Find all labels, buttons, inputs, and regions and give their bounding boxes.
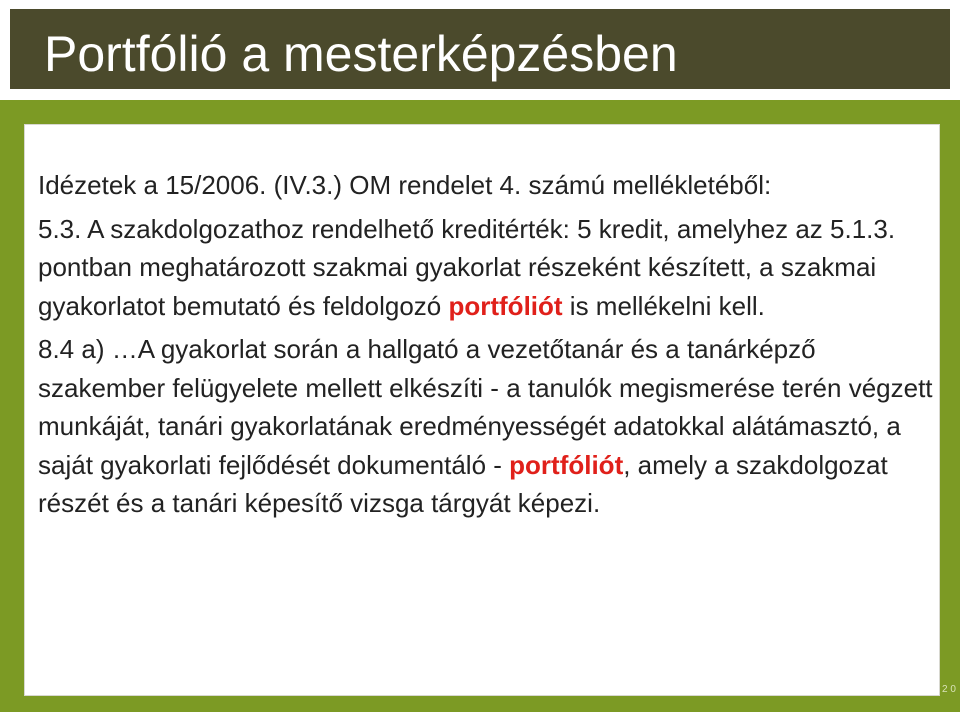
section-8-4-paragraph (38, 330, 938, 523)
intro-text: Idézetek a 15/2006. (IV.3.) OM rendelet 4. számú mellékletéből: (38, 170, 772, 200)
section-5-3-text-end: is mellékelni kell. (562, 290, 765, 321)
section-8-4-text-end: , amely a szakdolgozat részét és a tanári képesítő vizsga tárgyát képezi. (38, 449, 888, 518)
highlight-portfolio: portfóliót (448, 290, 563, 321)
highlight-portfolio: portfóliót (509, 449, 624, 480)
slide-title: Portfólió a mesterképzésben (44, 26, 678, 82)
intro-paragraph (38, 166, 938, 205)
title-bar (10, 9, 950, 89)
section-5-3-paragraph (38, 210, 938, 326)
section-5-3-text-start: 5.3. A szakdolgozathoz rendelhető kreditérték: 5 kredit, amelyhez az 5.1.3. pontban meghatározott szakmai gyakorlat részeként készített, a szakmai gyakorlatot bemutató és feldolgozó (38, 213, 896, 321)
section-8-4-text-start: 8.4 a) …A gyakorlat során a hallgató a vezetőtanár és a tanárképző szakember felügyelete mellett elkészíti - a tanulók megismerése terén végzett munkáját, tanári gyakorlatának eredményességét adatokkal alátámasztó, a saját gyakorlati fejlődését dokumentáló - (38, 334, 933, 480)
slide-number: 2 0 (942, 684, 956, 695)
slide-body (38, 166, 938, 523)
